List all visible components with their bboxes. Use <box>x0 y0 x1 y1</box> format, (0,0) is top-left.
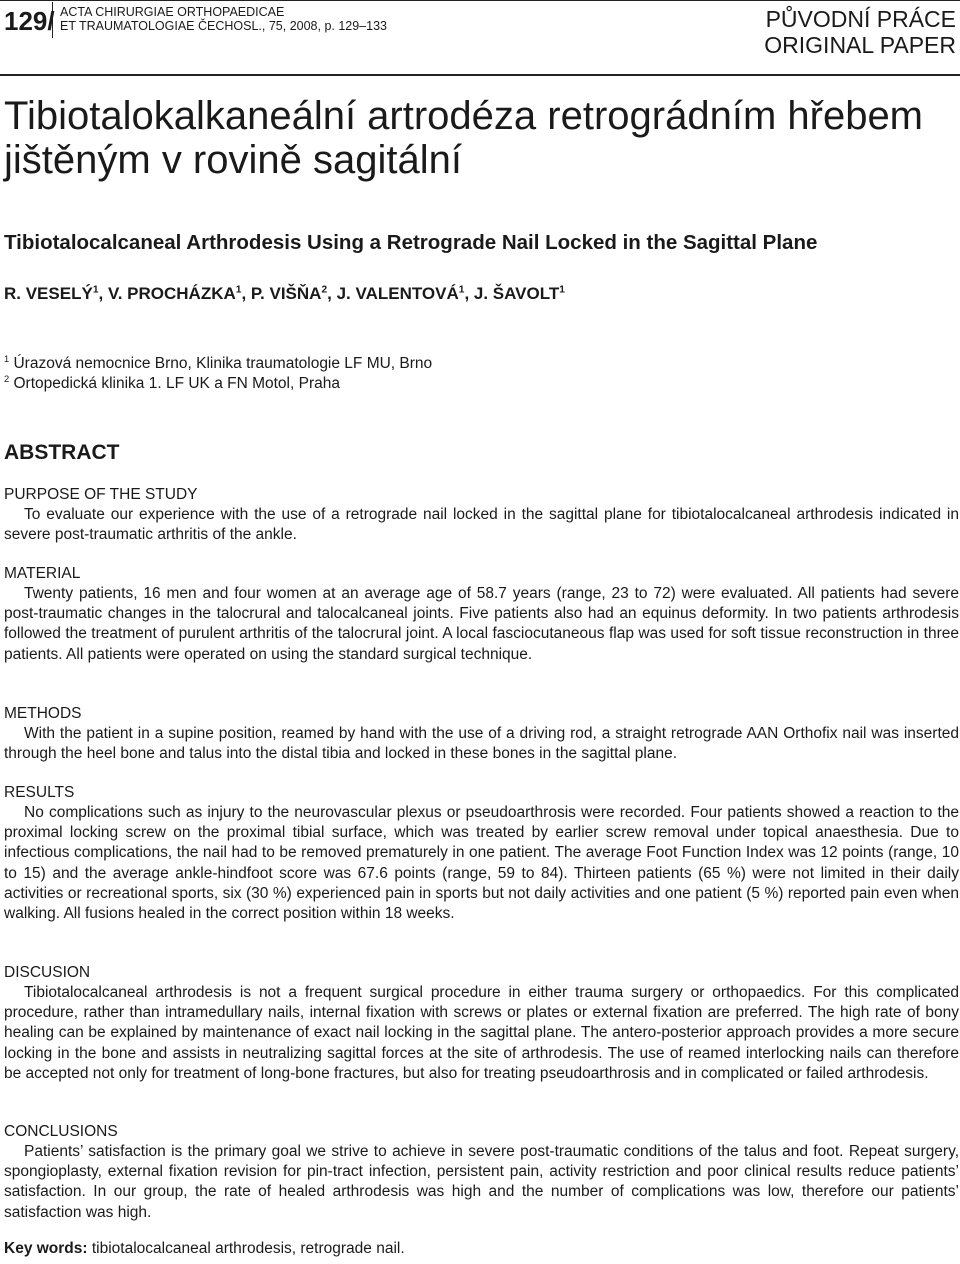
section-text: With the patient in a supine position, reamed by hand with the use of a driving rod, a straight retrograde AAN Orthofix nail was inserted through the heel bone and talus into the distal tibia and locked in these bones in the sagittal plane. <box>4 725 959 763</box>
author-affiliation-mark: 1 <box>235 284 242 296</box>
author-separator: , <box>241 284 251 303</box>
english-title: Tibiotalocalcaneal Arthrodesis Using a Retrograde Nail Locked in the Sagittal Plane <box>4 231 818 254</box>
affiliation-item <box>4 354 432 374</box>
section-label <box>764 6 956 58</box>
author-name: J. VALENTOVÁ <box>336 284 459 303</box>
author-name: V. PROCHÁZKA <box>107 284 236 303</box>
abstract-heading: ABSTRACT <box>4 441 120 464</box>
author-affiliation-mark: 1 <box>458 284 465 296</box>
keywords <box>4 1240 405 1258</box>
abstract-section-conclusions <box>4 1122 959 1223</box>
author-name: P. VIŠŇA <box>250 284 322 303</box>
affiliation-text: Ortopedická klinika 1. LF UK a FN Motol, Praha <box>9 375 340 392</box>
author-separator: , <box>98 284 108 303</box>
author-name: J. ŠAVOLT <box>473 284 560 303</box>
section-heading: DISCUSION <box>4 964 91 981</box>
section-text: Twenty patients, 16 men and four women at an average age of 58.7 years (range, 23 to 72) were evaluated. All patients had severe post-traumatic changes in the talocrural and talocalcaneal joints. Five patients also had an equinus deformity. In two patients arthrodesis followed the treatment of purulent arthritis of the talocrural joint. A local fasciocutaneous flap was used for soft tissue reconstruction in three patients. All patients were operated on using the standard surgical technique. <box>4 585 959 663</box>
affiliation-mark: 2 <box>4 373 10 384</box>
author-list <box>4 284 565 304</box>
abstract-section-results <box>4 783 959 924</box>
abstract-section-discussion <box>4 963 959 1084</box>
keywords-label: Key words: <box>4 1240 88 1257</box>
affiliation-list <box>4 354 432 394</box>
section-text: Patients’ satisfaction is the primary goal we strive to achieve in severe post-traumatic conditions of the talus and foot. Repeat surgery, spongioplasty, external fixation revision for pin-tract infection, persistent pain, activity restriction and poor clinical results reduce patients’ satisfaction. In our group, the rate of healed arthrodesis was high and the number of complications was low, therefore our patients’ satisfaction was high. <box>4 1143 959 1221</box>
section-heading: CONCLUSIONS <box>4 1123 118 1140</box>
section-heading: MATERIAL <box>4 565 81 582</box>
section-label-english: ORIGINAL PAPER <box>764 32 956 58</box>
author-separator: , <box>464 284 474 303</box>
title-rule <box>0 74 960 76</box>
section-text: Tibiotalocalcaneal arthrodesis is not a frequent surgical procedure in either trauma surgery or orthopaedics. For this complicated procedure, rather than intramedullary nails, internal fixation with screws or plates or external fixation are preferred. The high rate of bony healing can be explained by maintenance of exact nail locking in the sagittal plane. The antero-posterior approach provides a more secure locking in the bone and assists in neutralizing sagittal forces at the site of arthrodesis. The use of reamed interlocking nails can therefore be accepted not only for treatment of long-bone fractures, but also for treating pseudoarthrosis and in complicated or failed arthrodesis. <box>4 984 959 1082</box>
section-heading: METHODS <box>4 705 82 722</box>
abstract-section-purpose <box>4 485 959 545</box>
abstract-section-methods <box>4 704 959 764</box>
section-heading: PURPOSE OF THE STUDY <box>4 486 198 503</box>
affiliation-item <box>4 374 432 394</box>
keywords-text: tibiotalocalcaneal arthrodesis, retrograde nail. <box>87 1240 405 1257</box>
header-top-rule <box>0 0 960 1</box>
section-heading: RESULTS <box>4 784 75 801</box>
author-affiliation-mark: 1 <box>92 284 99 296</box>
affiliation-mark: 1 <box>4 353 10 364</box>
journal-line-1: ACTA CHIRURGIAE ORTHOPAEDICAE <box>60 5 285 19</box>
page-number: 129/ <box>4 6 55 36</box>
affiliation-text: Úrazová nemocnice Brno, Klinika traumatologie LF MU, Brno <box>9 355 433 372</box>
section-text: To evaluate our experience with the use of a retrograde nail locked in the sagittal plane for tibiotalocalcaneal arthrodesis indicated in severe post-traumatic arthritis of the ankle. <box>4 506 959 544</box>
author-affiliation-mark: 1 <box>559 284 565 296</box>
section-text: No complications such as injury to the neurovascular plexus or pseudoarthrosis were recorded. Four patients showed a reaction to the proximal locking screw on the proximal tibial surface, which was treated by earlier screw removal under topical anaesthesia. Due to infectious complications, the nail had to be removed prematurely in one patient. The average Foot Function Index was 12 points (range, 10 to 15) and the average ankle-hindfoot score was 67.6 points (range, 59 to 84). Thirteen patients (65 %) were not limited in their daily activities or recreational sports, six (30 %) experienced pain in sports but not daily activities and one patient (5 %) reported pain even when walking. All fusions healed in the correct position within 18 weeks. <box>4 804 959 923</box>
author-name: R. VESELÝ <box>4 284 93 303</box>
author-affiliation-mark: 2 <box>321 284 328 296</box>
journal-line-2: ET TRAUMATOLOGIAE ČECHOSL., 75, 2008, p. 129–133 <box>60 18 388 33</box>
section-label-czech: PŮVODNÍ PRÁCE <box>765 6 956 32</box>
journal-citation <box>60 6 387 33</box>
author-separator: , <box>327 284 337 303</box>
article-title: Tibiotalokalkaneální artrodéza retrográdním hřebem jištěným v rovině sagitální <box>4 94 924 182</box>
abstract-section-material <box>4 564 959 665</box>
